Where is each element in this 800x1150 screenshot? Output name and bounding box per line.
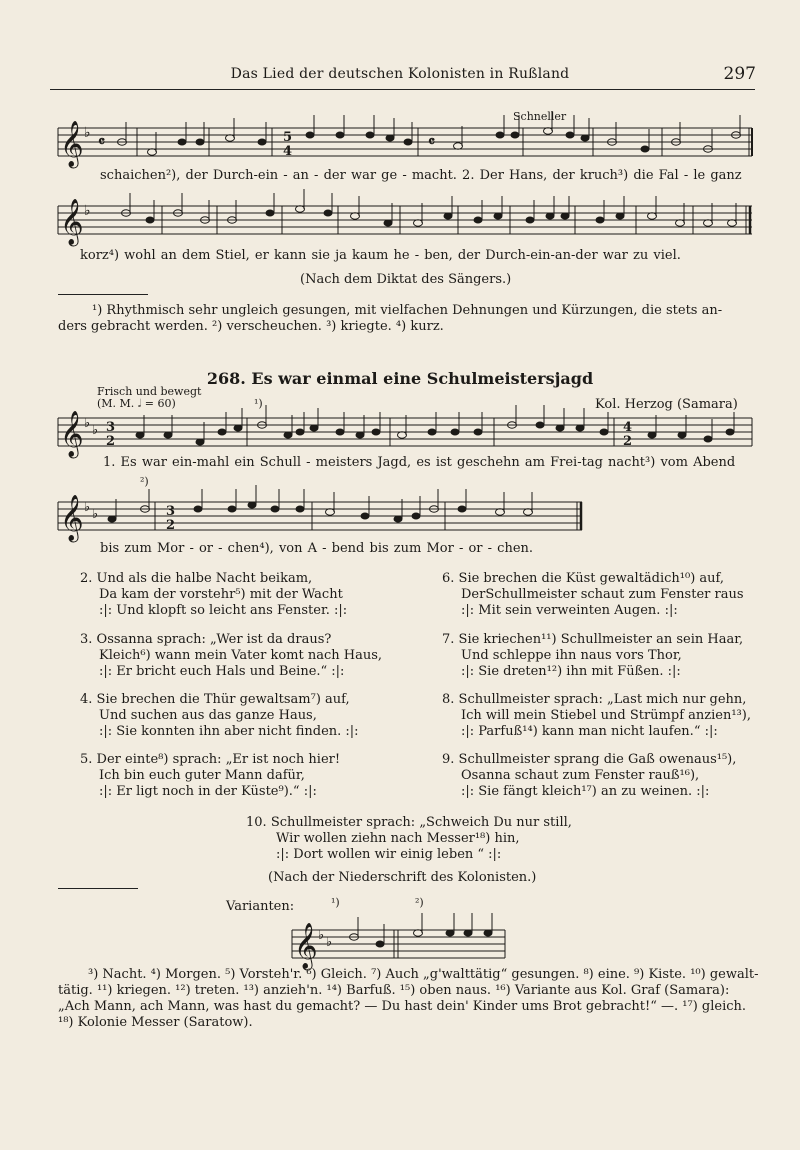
footnote-rule (58, 294, 148, 295)
verse-line: Schullmeister sprang die Gaß owenaus¹⁵), (458, 752, 737, 767)
verse-number: 5. (80, 752, 93, 767)
verse-number: 8. (442, 692, 455, 707)
metronome-marking: (M. M. 𝅗𝅥 = 60) (97, 397, 176, 410)
song2-staff-1 (58, 418, 752, 446)
svg-text:4: 4 (623, 420, 633, 435)
svg-text:♭: ♭ (84, 203, 91, 219)
lyric-line: schaichen²), der Durch-ein - an - der war ge - macht. 2. Der Hans, der kruch³) die Fal - le ganz (100, 168, 742, 183)
verse-line: :|: Sie dreten¹²) ihn mit Füßen. :|: (461, 664, 681, 679)
verse-5 (80, 752, 340, 800)
verse-number: 7. (442, 632, 455, 647)
svg-text:♭: ♭ (326, 935, 333, 950)
page-number: 297 (723, 64, 756, 84)
verse-line: Ich bin euch guter Mann dafür, (99, 768, 305, 783)
svg-text:3: 3 (166, 504, 176, 519)
song-heading: 268. Es war einmal eine Schulmeistersjagd (206, 369, 594, 388)
verse-line: Schullmeister sprach: „Last mich nur gehn, (458, 692, 747, 707)
footnote-rule (58, 888, 138, 889)
tempo-marking: Frisch und bewegt (97, 385, 202, 398)
verse-number: 4. (80, 692, 93, 707)
footnote: ³) Nacht. ⁴) Morgen. ⁵) Vorsteh'r. ⁶) Gleich. ⁷) Auch „g'walttätig“ gesungen. ⁸) eine. ⁹) Kiste. ¹⁰) gewalt- (88, 967, 759, 982)
verse-line: :|: Mit sein verweinten Augen. :|: (461, 603, 678, 618)
song2-staff-2 (58, 502, 582, 530)
verse-line: Da kam der vorstehr⁵) mit der Wacht (99, 587, 343, 602)
verse-line: Schullmeister sprach: „Schweich Du nur still, (270, 815, 572, 830)
verse-number: 6. (442, 571, 455, 586)
svg-text:♭: ♭ (92, 507, 99, 522)
verse-line: :|: Sie konnten ihn aber nicht finden. :|: (99, 724, 359, 739)
svg-text:4: 4 (283, 144, 293, 159)
svg-text:𝄴: 𝄴 (428, 132, 436, 151)
verse-line: Sie kriechen¹¹) Schullmeister an sein Haar, (458, 632, 744, 647)
verse-number: 10. (246, 815, 267, 830)
svg-text:𝄞: 𝄞 (60, 411, 84, 457)
verse-line: :|: Er ligt noch in der Küste⁹).“ :|: (99, 784, 317, 799)
verse-7 (442, 632, 743, 680)
verse-line: Ich will mein Stiebel und Strümpf anzien¹³), (461, 708, 751, 723)
verse-number: 2. (80, 571, 93, 586)
variants-label: Varianten: (226, 899, 295, 914)
verse-line: Der einte⁸) sprach: „Er ist noch hier! (96, 752, 341, 767)
svg-text:♭: ♭ (84, 500, 91, 515)
footnote: ders gebracht werden. ²) verscheuchen. ³) kriegte. ⁴) kurz. (58, 319, 444, 334)
footnote: ¹⁸) Kolonie Messer (Saratow). (58, 1015, 253, 1030)
svg-text:♭: ♭ (84, 125, 91, 141)
footnote-mark: ¹) (331, 896, 340, 909)
footnote: tätig. ¹¹) kriegen. ¹²) treten. ¹³) anzieh'n. ¹⁴) Barfuß. ¹⁵) oben naus. ¹⁶) Variante aus Kol. Graf (Samara): (58, 983, 730, 998)
verse-line: Ossanna sprach: „Wer ist da draus? (96, 632, 332, 647)
svg-text:5: 5 (283, 130, 293, 145)
tempo-marking: Schneller (513, 110, 567, 123)
footnote: ¹) Rhythmisch sehr ungleich gesungen, mit vielfachen Dehnungen und Kürzungen, die stets an- (92, 303, 723, 318)
footnote-mark: ²) (140, 475, 149, 488)
verse-line: :|: Er bricht euch Hals und Beine.“ :|: (99, 664, 345, 679)
verse-line: :|: Dort wollen wir einig leben “ :|: (276, 847, 502, 862)
svg-text:♭: ♭ (318, 928, 325, 943)
verse-3 (80, 632, 382, 680)
verse-line: :|: Sie fängt kleich¹⁷) an zu weinen. :|: (461, 784, 710, 799)
verse-line: Und suchen aus das ganze Haus, (99, 708, 317, 723)
song1-staff-2 (58, 206, 752, 234)
svg-text:2: 2 (106, 434, 116, 449)
footnote-mark: ¹) (254, 397, 263, 410)
verse-8 (442, 692, 751, 740)
attribution: Kol. Herzog (Samara) (595, 397, 738, 412)
verse-9 (442, 752, 736, 800)
verse-6 (442, 571, 744, 619)
verse-line: DerSchullmeister schaut zum Fenster raus (461, 587, 744, 602)
footnote-mark: ²) (415, 896, 424, 909)
svg-text:𝄴: 𝄴 (98, 132, 106, 151)
verse-line: :|: Parfuß¹⁴) kann man nicht laufen.“ :|: (461, 724, 718, 739)
svg-text:2: 2 (166, 518, 176, 533)
verse-number: 3. (80, 632, 93, 647)
svg-text:𝄞: 𝄞 (294, 923, 318, 969)
svg-text:𝄞: 𝄞 (60, 495, 84, 541)
svg-text:♭: ♭ (92, 423, 99, 438)
verse-line: Und als die halbe Nacht beikam, (96, 571, 313, 586)
verse-number: 9. (442, 752, 455, 767)
source-note: (Nach dem Diktat des Sängers.) (300, 272, 512, 287)
verse-line: Sie brechen die Thür gewaltsam⁷) auf, (96, 692, 350, 707)
verse-2 (80, 571, 347, 619)
source-note: (Nach der Niederschrift des Kolonisten.) (268, 870, 537, 885)
running-title: Das Lied der deutschen Kolonisten in Rußland (230, 66, 570, 82)
verse-line: Und schleppe ihn naus vors Thor, (461, 648, 682, 663)
verse-line: Kleich⁶) wann mein Vater komt nach Haus, (99, 648, 382, 663)
svg-text:3: 3 (106, 420, 116, 435)
verse-4 (80, 692, 359, 740)
verse-line: Wir wollen ziehn nach Messer¹⁸) hin, (276, 831, 520, 846)
verse-10 (246, 815, 572, 863)
verse-line: :|: Und klopft so leicht ans Fenster. :|: (99, 603, 348, 618)
svg-text:𝄞: 𝄞 (60, 121, 84, 167)
svg-text:2: 2 (623, 434, 633, 449)
svg-text:♭: ♭ (84, 416, 91, 431)
verse-line: Sie brechen die Küst gewaltädich¹⁰) auf, (458, 571, 725, 586)
footnote: „Ach Mann, ach Mann, was hast du gemacht? — Du hast dein' Kinder ums Brot gebracht!“ —. ¹⁷) gleich. (58, 999, 747, 1014)
lyric-line: korz⁴) wohl an dem Stiel, er kann sie ja kaum he - ben, der Durch-ein-an-der war zu viel. (80, 248, 681, 263)
lyric-line: 1. Es war ein-mahl ein Schull - meisters Jagd, es ist geschehn am Frei-tag nacht³) vom Abend (103, 455, 736, 470)
verse-line: Osanna schaut zum Fenster rauß¹⁶), (461, 768, 700, 783)
svg-text:𝄞: 𝄞 (60, 199, 84, 245)
lyric-line: bis zum Mor - or - chen⁴), von A - bend bis zum Mor - or - chen. (100, 541, 534, 556)
